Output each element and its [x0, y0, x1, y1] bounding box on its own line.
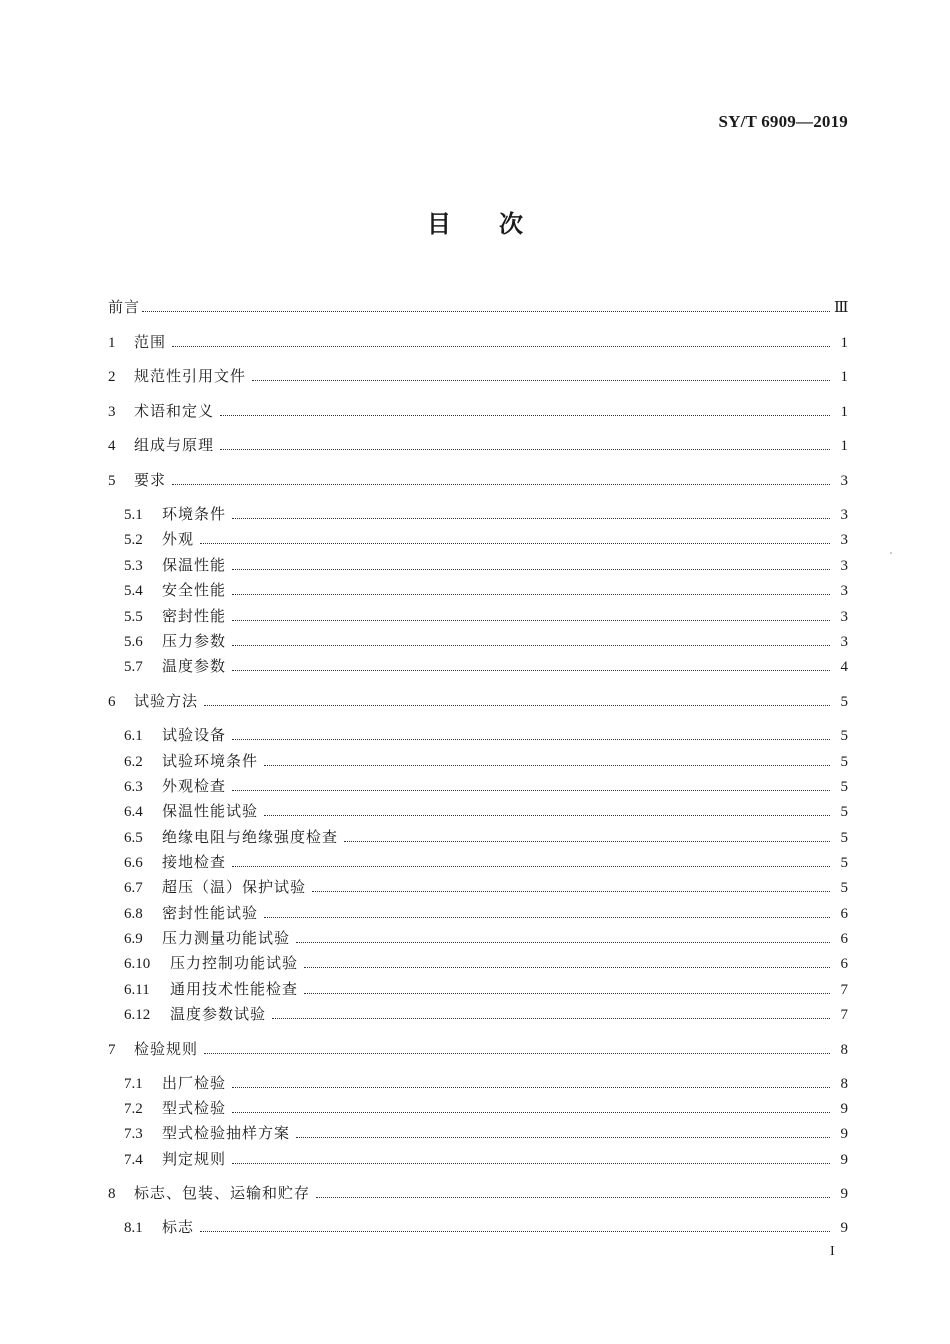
toc-entry-label: 保温性能 — [162, 556, 227, 574]
toc-entry-6[interactable] — [108, 690, 848, 712]
toc-entry-label: 要求 — [134, 471, 167, 489]
toc-entry-number: 5.1 — [124, 507, 143, 523]
toc-entry-number: 7 — [108, 1042, 116, 1058]
leader-dots — [200, 543, 830, 544]
toc-entry-page: Ⅲ — [834, 300, 849, 316]
toc-entry-2[interactable] — [108, 365, 848, 387]
toc-entry-page: 9 — [840, 1126, 848, 1142]
toc-entry-page: 6 — [840, 906, 848, 922]
toc-entry-number: 6.10 — [124, 956, 151, 972]
leader-dots — [232, 670, 830, 671]
toc-entry-page: 5 — [840, 728, 848, 744]
toc-entry-page: 8 — [840, 1042, 848, 1058]
toc-entry-7[interactable] — [108, 1038, 848, 1060]
leader-dots — [232, 620, 830, 621]
toc-entry-page: 5 — [840, 830, 848, 846]
toc-entry-6-4[interactable] — [124, 800, 848, 822]
toc-entry-number: 7.2 — [124, 1101, 143, 1117]
toc-entry-label: 通用技术性能检查 — [170, 980, 299, 998]
toc-entry-number: 6.1 — [124, 728, 143, 744]
toc-entry-label: 试验环境条件 — [162, 752, 259, 770]
toc-entry-number: 3 — [108, 404, 116, 420]
leader-dots — [232, 739, 830, 740]
toc-entry-number: 6.8 — [124, 906, 143, 922]
toc-entry-5-3[interactable] — [124, 554, 848, 576]
leader-dots — [304, 967, 830, 968]
toc-entry-label: 温度参数试验 — [170, 1005, 267, 1023]
toc-entry-page: 3 — [840, 532, 848, 548]
toc-entry-8[interactable] — [108, 1182, 848, 1204]
toc-entry-5-6[interactable] — [124, 630, 848, 652]
toc-entry-6-5[interactable] — [124, 826, 848, 848]
toc-entry-page: 6 — [840, 956, 848, 972]
toc-entry-7-4[interactable] — [124, 1148, 848, 1170]
toc-entry-label: 范围 — [134, 333, 167, 351]
leader-dots — [172, 346, 830, 347]
toc-entry-number: 8.1 — [124, 1220, 143, 1236]
leader-dots — [296, 942, 830, 943]
toc-entry-7-1[interactable] — [124, 1072, 848, 1094]
leader-dots — [344, 841, 830, 842]
toc-entry-label: 压力测量功能试验 — [162, 929, 291, 947]
leader-dots — [264, 815, 830, 816]
leader-dots — [220, 415, 830, 416]
toc-entry-label: 密封性能 — [162, 607, 227, 625]
toc-entry-page: 9 — [840, 1152, 848, 1168]
toc-entry-5-4[interactable] — [124, 579, 848, 601]
toc-entry-number: 6.6 — [124, 855, 143, 871]
toc-entry-page: 9 — [840, 1220, 848, 1236]
toc-entry-page: 1 — [840, 369, 848, 385]
toc-entry-page: 3 — [840, 634, 848, 650]
toc-entry-label: 外观 — [162, 530, 195, 548]
scan-speck — [890, 552, 892, 554]
toc-entry-label: 标志 — [162, 1218, 195, 1236]
toc-entry-page: 3 — [840, 473, 848, 489]
toc-entry-6-6[interactable] — [124, 851, 848, 873]
toc-entry-7-3[interactable] — [124, 1122, 848, 1144]
toc-entry-label: 组成与原理 — [134, 436, 215, 454]
toc-entry-number: 6.12 — [124, 1007, 151, 1023]
leader-dots — [304, 993, 830, 994]
toc-entry-page: 7 — [840, 1007, 848, 1023]
toc-entry-label: 安全性能 — [162, 581, 227, 599]
toc-entry-label: 超压（温）保护试验 — [162, 878, 307, 896]
toc-entry-label: 规范性引用文件 — [134, 367, 247, 385]
toc-entry-6-11[interactable] — [124, 978, 848, 1000]
toc-entry-page: 3 — [840, 583, 848, 599]
leader-dots — [172, 484, 830, 485]
toc-entry-number: 6.5 — [124, 830, 143, 846]
toc-entry-1[interactable] — [108, 331, 848, 353]
toc-entry-page: 1 — [840, 335, 848, 351]
leader-dots — [252, 380, 830, 381]
toc-entry-number: 5.7 — [124, 659, 143, 675]
leader-dots — [272, 1018, 830, 1019]
toc-entry-6-1[interactable] — [124, 724, 848, 746]
toc-entry-label: 绝缘电阻与绝缘强度检查 — [162, 828, 339, 846]
leader-dots — [220, 449, 830, 450]
toc-entry-page: 6 — [840, 931, 848, 947]
toc-entry-6-7[interactable] — [124, 876, 848, 898]
leader-dots — [204, 1053, 830, 1054]
toc-entry-label: 判定规则 — [162, 1150, 227, 1168]
toc-entry-5[interactable] — [108, 469, 848, 491]
toc-entry-preface[interactable] — [108, 296, 848, 318]
leader-dots — [232, 594, 830, 595]
toc-entry-6-3[interactable] — [124, 775, 848, 797]
toc-entry-3[interactable] — [108, 400, 848, 422]
toc-entry-number: 4 — [108, 438, 116, 454]
toc-entry-label: 环境条件 — [162, 505, 227, 523]
toc-entry-7-2[interactable] — [124, 1097, 848, 1119]
toc-entry-page: 3 — [840, 609, 848, 625]
toc-entry-page: 5 — [840, 804, 848, 820]
leader-dots — [312, 891, 830, 892]
toc-entry-page: 9 — [840, 1101, 848, 1117]
toc-entry-5-2[interactable] — [124, 528, 848, 550]
toc-entry-label: 标志、包装、运输和贮存 — [134, 1184, 311, 1202]
toc-entry-page: 5 — [840, 779, 848, 795]
toc-entry-label: 型式检验抽样方案 — [162, 1124, 291, 1142]
toc-entry-label: 外观检查 — [162, 777, 227, 795]
toc-entry-6-8[interactable] — [124, 902, 848, 924]
toc-entry-page: 8 — [840, 1076, 848, 1092]
toc-entry-5-7[interactable] — [124, 655, 848, 677]
leader-dots — [296, 1137, 830, 1138]
toc-entry-page: 4 — [840, 659, 848, 675]
title-char-2: 次 — [499, 210, 523, 238]
toc-entry-number: 5.3 — [124, 558, 143, 574]
toc-entry-number: 8 — [108, 1186, 116, 1202]
toc-entry-page: 7 — [840, 982, 848, 998]
standard-code: SY/T 6909—2019 — [718, 112, 848, 131]
toc-entry-page: 5 — [840, 694, 848, 710]
toc-entry-number: 1 — [108, 335, 116, 351]
leader-dots — [232, 1163, 830, 1164]
toc-entry-number: 7.1 — [124, 1076, 143, 1092]
toc-entry-number: 7.4 — [124, 1152, 143, 1168]
toc-entry-4[interactable] — [108, 434, 848, 456]
toc-entry-page: 3 — [840, 507, 848, 523]
toc-entry-label: 出厂检验 — [162, 1074, 227, 1092]
toc-entry-number: 2 — [108, 369, 116, 385]
toc-entry-number: 6 — [108, 694, 116, 710]
leader-dots — [232, 569, 830, 570]
toc-entry-number: 6.3 — [124, 779, 143, 795]
toc-entry-label: 温度参数 — [162, 657, 227, 675]
toc-entry-page: 5 — [840, 880, 848, 896]
leader-dots — [232, 866, 830, 867]
toc-entry-6-10[interactable] — [124, 952, 848, 974]
toc-entry-page: 5 — [840, 754, 848, 770]
leader-dots — [232, 790, 830, 791]
toc-entry-label: 试验设备 — [162, 726, 227, 744]
toc-entry-number: 5.5 — [124, 609, 143, 625]
leader-dots — [232, 645, 830, 646]
toc-entry-number: 6.4 — [124, 804, 143, 820]
toc-entry-page: 5 — [840, 855, 848, 871]
toc-entry-6-9[interactable] — [124, 927, 848, 949]
leader-dots — [232, 1112, 830, 1113]
toc-entry-label: 压力控制功能试验 — [170, 954, 299, 972]
toc-entry-label: 前言 — [108, 298, 141, 316]
toc-entry-number: 5 — [108, 473, 116, 489]
toc-entry-number: 6.11 — [124, 982, 150, 998]
leader-dots — [232, 1087, 830, 1088]
toc-entry-label: 试验方法 — [134, 692, 199, 710]
toc-entry-label: 保温性能试验 — [162, 802, 259, 820]
toc-entry-number: 6.2 — [124, 754, 143, 770]
toc-entry-label: 压力参数 — [162, 632, 227, 650]
toc-entry-6-2[interactable] — [124, 750, 848, 772]
leader-dots — [316, 1197, 830, 1198]
toc-entry-page: 3 — [840, 558, 848, 574]
leader-dots — [264, 765, 830, 766]
toc-entry-label: 检验规则 — [134, 1040, 199, 1058]
toc-entry-page: 9 — [840, 1186, 848, 1202]
toc-entry-label: 密封性能试验 — [162, 904, 259, 922]
toc-entry-number: 5.2 — [124, 532, 143, 548]
page-number: I — [830, 1244, 835, 1259]
leader-dots — [204, 705, 830, 706]
toc-entry-number: 5.4 — [124, 583, 143, 599]
leader-dots — [232, 518, 830, 519]
toc-entry-number: 6.9 — [124, 931, 143, 947]
leader-dots — [264, 917, 830, 918]
toc-entry-label: 型式检验 — [162, 1099, 227, 1117]
toc-entry-8-1[interactable] — [124, 1216, 848, 1238]
leader-dots — [200, 1231, 830, 1232]
toc-entry-6-12[interactable] — [124, 1003, 848, 1025]
toc-entry-number: 5.6 — [124, 634, 143, 650]
toc-entry-number: 6.7 — [124, 880, 143, 896]
toc-entry-5-5[interactable] — [124, 605, 848, 627]
toc-entry-page: 1 — [840, 404, 848, 420]
toc-entry-page: 1 — [840, 438, 848, 454]
title-char-1: 目 — [427, 210, 451, 238]
toc-entry-5-1[interactable] — [124, 503, 848, 525]
toc-entry-label: 术语和定义 — [134, 402, 215, 420]
toc-entry-number: 7.3 — [124, 1126, 143, 1142]
toc-entry-label: 接地检查 — [162, 853, 227, 871]
leader-dots — [142, 311, 830, 312]
